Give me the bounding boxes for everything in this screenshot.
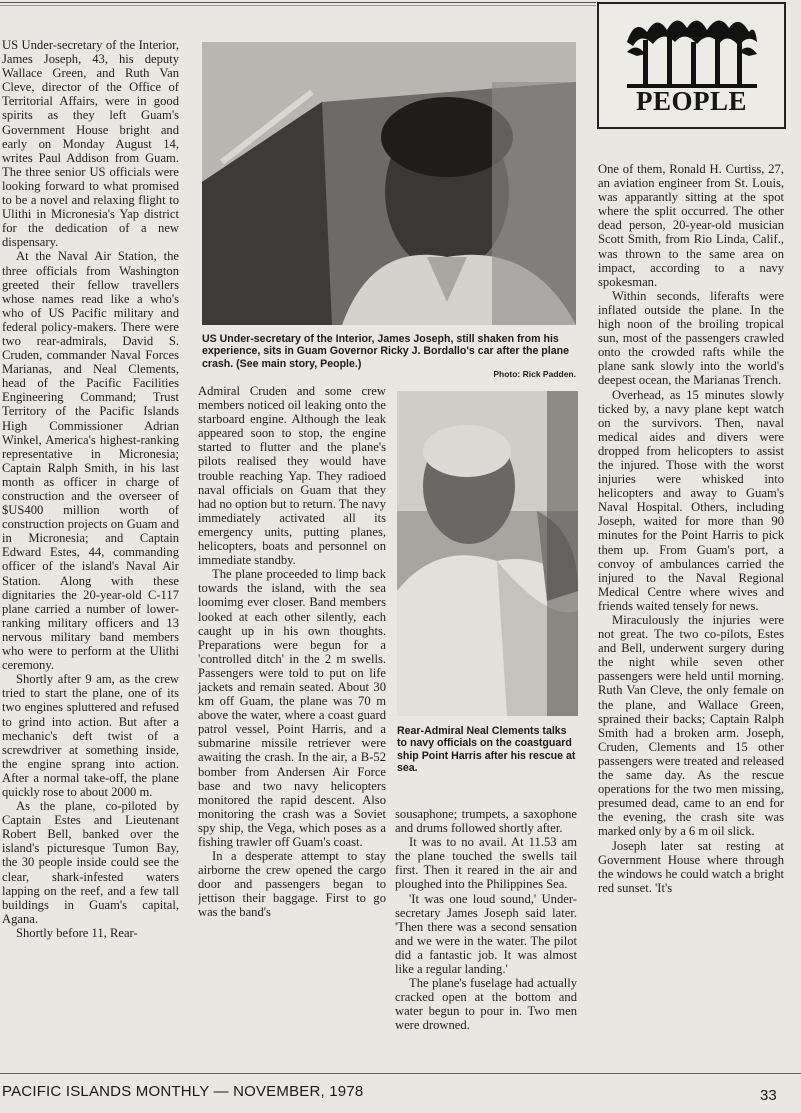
paragraph: The plane proceeded to limp back towards the island, with the sea loomimg ever closer. Band members looked at each other silently, each caught up in his own thoughts. Preparations were begun for a 'controlled ditch' in the 2 m swells. Passengers were told to put on life jackets and remain seated. About 30 km off Guam, the plane was 70 m above the water, where a coast guard patrol vessel, Point Harris, and a submarine missile retriever were awaiting the crash. In the air, a B-52 bomber from Andersen Air Force base and two navy helicopters monitored the rapid descent. Also monitoring the crash was a Soviet spy ship, the Vega, which poses as a fishing trawler off Guam's coast. xyxy=(198,567,386,849)
photo-man-in-car xyxy=(202,42,576,325)
photo-man-in-car-illustration xyxy=(202,42,576,325)
publication-footer: PACIFIC ISLANDS MONTHLY — NOVEMBER, 1978 xyxy=(2,1083,364,1100)
paragraph: At the Naval Air Station, the three officials from Washington greeted their fellow travellers whose names read like a who's who of US Pacific military and federal policy-makers. There were two rear-admirals, David S. Cruden, commander Naval Forces Marianas, and Neal Clements, head of the Pacific Facilities Engineering Command; Trust Territory of the Pacific Islands High Commissioner Adrian Winkel, America's highest-ranking representative in Micronesia; Captain Ralph Smith, in his last month as officer in charge of construction and the overseer of $US400 million worth of construction projects on Guam and in Micronesia; and Captain Edward Estes, 44, commanding officer of the island's Naval Air Station. Along with these dignitaries the 20-year-old C-117 plane carried a number of lower-ranking military officers and 13 nervous military band members who were to perform at the Ulithi ceremony. xyxy=(2,249,179,673)
paragraph: Within seconds, liferafts were inflated outside the plane. In the high noon of the broiling tropical sun, most of the passengers crawled onto the crowded rafts while the plane sank slowly into the world's deepest ocean, the Marianas Trench. xyxy=(598,288,784,388)
photo-caption-middle: Rear-Admiral Neal Clements talks to navy officials on the coastguard ship Point Harris after his rescue at sea. xyxy=(397,725,576,775)
paragraph: Joseph later sat resting at Government House where through the windows he could watch a bright red sunset. 'It's xyxy=(598,838,784,895)
paragraph: Overhead, as 15 minutes slowly ticked by, a navy plane kept watch on the survivors. Then, naval medical aides and divers were dropped from helicopters to assist the injured. Those with the worst injuries were whisked into helicopters and away to Guam's Naval Hospital. Others, including Joseph, waited for more than 90 minutes for the Point Harris to pick them up. From Guam's port, a convoy of ambulances carried the injured to the Naval Regional Medical Centre where wives and friends waited tensely for news. xyxy=(598,387,784,613)
section-header-box xyxy=(597,2,786,129)
paragraph: US Under-secretary of the Interior, James Joseph, 43, his deputy Wallace Green, and Ruth Van Cleve, director of the Office of Territorial Affairs, were in good spirits as they left Guam's Government House bright and early on Monday August 14, writes Paul Addison from Guam. The three senior US officials were looking forward to what promised to be a novel and relaxing flight to Ulithi in Micronesia's Yap district for the dedication of a new dispensary. xyxy=(2,38,179,250)
article-column-2 xyxy=(198,384,386,1067)
paragraph: sousaphone; trumpets, a saxophone and drums followed shortly after. xyxy=(395,807,577,836)
top-rule-secondary xyxy=(0,5,596,6)
palm-trees-icon xyxy=(627,12,757,90)
page-number: 33 xyxy=(760,1087,777,1104)
photo-rear-admiral xyxy=(397,391,578,716)
paragraph: 'It was one loud sound,' Under-secretary James Joseph said later. 'Then there was a second sensation and we were in the water. The pilot did a fantastic job. It was almost like a regular landing.' xyxy=(395,891,577,977)
paragraph: Shortly after 9 am, as the crew tried to start the plane, one of its two engines spluttered and refused to grind into action. But after a mechanic's deft twist of a screwdriver at something inside, the engine sprang into action. After a normal take-off, the plane quickly rose to about 2000 m. xyxy=(2,672,179,799)
section-title: PEOPLE xyxy=(635,86,747,116)
article-column-4 xyxy=(598,162,784,1066)
photo-rear-admiral-illustration xyxy=(397,391,578,716)
photo-caption-top: US Under-secretary of the Interior, James Joseph, still shaken from his experience, sits in Guam Governor Ricky J. Bordallo's car after the plane crash. (See main story, People.) xyxy=(202,333,569,370)
top-rule xyxy=(0,2,596,3)
paragraph: Miraculously the injuries were not great. The two co-pilots, Estes and Bell, underwent surgery during the night while seven other passengers were held until morning. Ruth Van Cleve, the only female on the plane, and Wallace Green, sprained their backs; Captain Ralph Smith had a broken arm. Joseph, Cruden, Clements and 15 other passengers were treated and released the same day. As the rescue operations for the two men missing, presumed dead, came to an end for the evening, the crash site was marked only by a 6 m oil slick. xyxy=(598,613,784,839)
paragraph: It was to no avail. At 11.53 am the plane touched the swells tail first. Then it reared in the air and ploughed into the Philippines Sea. xyxy=(395,835,577,892)
article-column-1 xyxy=(2,38,179,1063)
paragraph: The plane's fuselage had actually cracked open at the bottom and water begun to pour in. Two men were drowned. xyxy=(395,976,577,1033)
paragraph: One of them, Ronald H. Curtiss, 27, an aviation engineer from St. Louis, was apparantly sitting at the spot where the split occurred. The other dead person, 20-year-old musician Scott Smith, from Rio Linda, Calif., was thrown to the same area on impact, according to a navy spokesman. xyxy=(598,162,784,289)
paragraph: Admiral Cruden and some crew members noticed oil leaking onto the starboard engine. Although the leak appeared soon to stop, the engine started to flutter and the plane's pilots realised they would have trouble reaching Yap. They radioed naval officials on Guam that they had no option but to return. The navy immediately activated all its emergency units, putting planes, helicopters, boats and personnel on immediate standby. xyxy=(198,384,386,568)
article-column-3 xyxy=(395,807,577,1067)
paragraph: In a desperate attempt to stay airborne the crew opened the cargo door and passengers began to jettison their baggage. First to go was the band's xyxy=(198,849,386,920)
photo-credit: Photo: Rick Padden. xyxy=(493,369,576,379)
paragraph: Shortly before 11, Rear- xyxy=(16,925,138,940)
paragraph: As the plane, co-piloted by Captain Estes and Lieutenant Robert Bell, banked over the island's picturesque Tumon Bay, the 30 people inside could see the clear, shark-infested waters lapping on the reef, and a few tall buildings in Guam's capital, Agana. xyxy=(2,799,179,926)
footer-rule xyxy=(0,1073,801,1074)
